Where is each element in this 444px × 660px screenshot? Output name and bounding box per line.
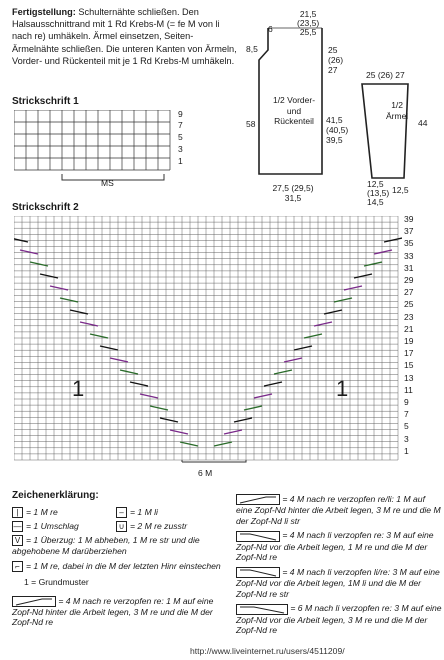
legend-item-k-below xyxy=(12,561,230,572)
chart2-label-right: 1 xyxy=(336,376,349,401)
chart2-row-number: 39 xyxy=(404,214,414,224)
chart2-repeat-bracket xyxy=(182,460,246,462)
legend-item-cable-r xyxy=(12,596,230,628)
chart2-row-number: 35 xyxy=(404,238,414,249)
knit-icon: | xyxy=(12,507,23,518)
chart1-row-7: 7 xyxy=(178,120,183,130)
chart2-row-number: 37 xyxy=(404,226,414,237)
cable-left-icon xyxy=(236,531,280,542)
chart1-row-5: 5 xyxy=(178,132,183,142)
chart2-cable-mark xyxy=(354,274,372,278)
chart2-row-number: 3 xyxy=(404,433,409,444)
legend-text-p: = 1 M li xyxy=(130,507,158,517)
sleeve-height: 44 xyxy=(418,118,428,128)
chart2-row-number: 17 xyxy=(404,348,414,359)
chart2-cable-mark xyxy=(364,262,382,266)
chart2-row-number: 19 xyxy=(404,336,414,346)
chart2-cable-mark xyxy=(314,322,332,326)
chart2-cable-mark xyxy=(214,442,232,446)
sleeve-top-width: 25 (26) 27 xyxy=(366,70,405,80)
chart2-cable-mark xyxy=(140,394,158,398)
body-neck-measure: 6 xyxy=(268,24,273,34)
legend-text-cable-r-rl: = 4 M nach re verzopfen re/li: 1 M auf eine Zopf-Nd hinter die Arbeit legen, 3 M re und die M der Zopf-Nd li str xyxy=(236,494,441,526)
chart1-title: Strickschrift 1 xyxy=(12,96,79,107)
chart2-row-numbers xyxy=(404,214,444,466)
chart1-row-3: 3 xyxy=(178,144,183,154)
chart2-row-number: 21 xyxy=(404,323,414,334)
intro-text: Schulternähte schließen. Den Halsausschnittrand mit 1 Rd Krebs-M (= fe M von li nach re) umhäkeln. Ärmel einsetzen, Seiten-Ärmelnähte schließen. Die unteren Kanten von Ärmeln, Vorder- und Rückenteil mit je 1 Rd Krebs-M umhäkeln. xyxy=(12,7,237,66)
chart2-cable-mark xyxy=(14,238,28,242)
legend-text-cable-l-lr: = 4 M nach li verzopfen li/re: 3 M auf eine Zopf-Nd vor die Arbeit legen, 1M li und die M der Zopf-Nd re str xyxy=(236,566,440,599)
legend-item-cable-l-lr xyxy=(236,567,442,599)
chart2-cable-mark xyxy=(294,346,312,350)
cable-left-purl-icon xyxy=(236,567,280,578)
chart1-row-numbers-layer xyxy=(14,110,184,172)
chart2-row-number: 9 xyxy=(404,397,409,407)
legend-item-p xyxy=(116,507,158,518)
chart2-cable-mark xyxy=(100,346,118,350)
chart2-title: Strickschrift 2 xyxy=(12,202,79,213)
chart2-cable-mark xyxy=(120,370,138,374)
chart1-row-1: 1 xyxy=(178,156,183,166)
skp-icon: V xyxy=(12,535,23,546)
chart2-cable-mark xyxy=(80,322,98,326)
legend-right-column xyxy=(236,494,442,636)
chart2-cable-mark xyxy=(304,334,322,338)
legend-text-yo: = 1 Umschlag xyxy=(26,521,79,531)
body-lower-height: 41,5 (40,5) 39,5 xyxy=(326,115,349,145)
chart2-cable-mark xyxy=(224,430,242,434)
intro-paragraph xyxy=(12,6,240,67)
body-bottom-width: 27,5 (29,5) 31,5 xyxy=(272,183,314,203)
body-top-width: 21,5 (23,5) 25,5 xyxy=(297,9,320,37)
cable-right-purl-icon xyxy=(236,494,280,505)
chart2-cable-mark xyxy=(264,382,282,386)
chart2-cable-mark xyxy=(384,238,402,242)
cable-six-icon xyxy=(236,604,288,615)
legend-item-k2tog xyxy=(116,521,187,532)
cable-right-icon xyxy=(12,596,56,607)
chart2-cable-mark xyxy=(40,274,58,278)
legend-item-cable-l xyxy=(236,530,442,562)
chart1-repeat-label: MS xyxy=(101,178,114,188)
chart2-grid xyxy=(14,216,402,464)
legend-item-yo xyxy=(12,521,230,532)
chart2-cable-mark xyxy=(150,406,168,410)
legend-text-k-below: = 1 M re, dabei in die M der letzten Hinr einstechen xyxy=(26,560,221,571)
chart2-row-number: 29 xyxy=(404,275,414,285)
body-shoulder-measure: 8,5 xyxy=(246,44,258,54)
chart2-label-left: 1 xyxy=(72,376,85,401)
chart2-cable-mark xyxy=(160,418,178,422)
chart2-cable-mark xyxy=(254,394,272,398)
body-label: 1/2 Vorder- und Rückenteil xyxy=(272,95,316,126)
chart2-row-number: 25 xyxy=(404,299,414,310)
chart2-cable-mark xyxy=(110,358,128,362)
chart2-row-number: 7 xyxy=(404,409,409,420)
body-height-measure: 58 xyxy=(246,119,256,129)
legend-text-cable-l: = 4 M nach li verzopfen re: 3 M auf eine Zopf-Nd vor die Arbeit legen, 1 M re und die M der Zopf-Nd re xyxy=(236,530,434,563)
legend-item-skp xyxy=(12,535,230,557)
chart2-cable-mark xyxy=(20,250,38,254)
footer-url[interactable]: http://www.liveinternet.ru/users/4511209/ xyxy=(190,646,345,656)
chart1-row-9: 9 xyxy=(178,109,183,119)
sleeve-bottom-left: 12,5 (13,5) 14,5 xyxy=(367,179,390,207)
legend-item-cable6 xyxy=(236,603,442,635)
chart2-row-number: 11 xyxy=(404,384,413,395)
sleeve-label: 1/2 Ärmel xyxy=(386,100,409,121)
chart2-cable-mark xyxy=(170,430,188,434)
legend-item-cable-r-rl xyxy=(236,494,442,526)
sleeve-bottom-right: 12,5 xyxy=(392,185,409,195)
chart2-row-number: 27 xyxy=(404,287,414,298)
chart2-cable-mark xyxy=(90,334,108,338)
legend-item-base xyxy=(12,577,230,588)
chart2-cable-mark xyxy=(30,262,48,266)
yarn-over-icon: — xyxy=(13,522,22,532)
chart2-cable-mark xyxy=(130,382,148,386)
legend-title: Zeichenerklärung: xyxy=(12,490,99,501)
knit-below-icon: ⌐ xyxy=(12,561,23,572)
legend-left-column xyxy=(12,507,230,628)
legend-text-cable-r: = 4 M nach re verzopfen re: 1 M auf eine Zopf-Nd hinter die Arbeit legen, 3 M re und die M der Zopf-Nd re xyxy=(12,595,214,628)
legend-text-cable6: = 6 M nach li verzopfen re: 3 M auf eine Zopf-Nd vor die Arbeit legen, 3 M re und die M der Zopf-Nd re xyxy=(236,603,442,636)
k2tog-icon: ∪ xyxy=(116,521,127,532)
chart2-cable-mark xyxy=(180,442,198,446)
chart2-cable-mark xyxy=(374,250,392,254)
chart2-row-number: 5 xyxy=(404,421,409,432)
legend-text-k: = 1 M re xyxy=(26,507,58,517)
chart2-row-number: 15 xyxy=(404,360,414,371)
chart2-cable-mark xyxy=(284,358,302,362)
chart2-cable-mark xyxy=(234,418,252,422)
chart2-row-number: 13 xyxy=(404,372,414,383)
legend-text-base: 1 = Grundmuster xyxy=(24,577,89,588)
body-armhole-measure: 25 (26) 27 xyxy=(328,45,344,75)
chart2-row-number: 23 xyxy=(404,311,414,322)
legend-text-k2tog: = 2 M re zusstr xyxy=(130,521,188,531)
intro-lead: Fertigstellung: xyxy=(12,7,76,17)
chart2-row-number: 1 xyxy=(404,445,409,456)
legend-text-skp: = 1 Überzug: 1 M abheben, 1 M re str und die abgehobene M darüberziehen xyxy=(12,535,200,557)
chart2-cable-mark xyxy=(244,406,262,410)
chart2-row-number: 33 xyxy=(404,250,414,261)
legend-item-k xyxy=(12,507,230,518)
chart2-cable-mark xyxy=(274,370,292,374)
purl-icon: – xyxy=(116,507,127,518)
chart2-repeat-label: 6 M xyxy=(198,468,213,478)
chart2-row-number: 31 xyxy=(404,262,414,273)
